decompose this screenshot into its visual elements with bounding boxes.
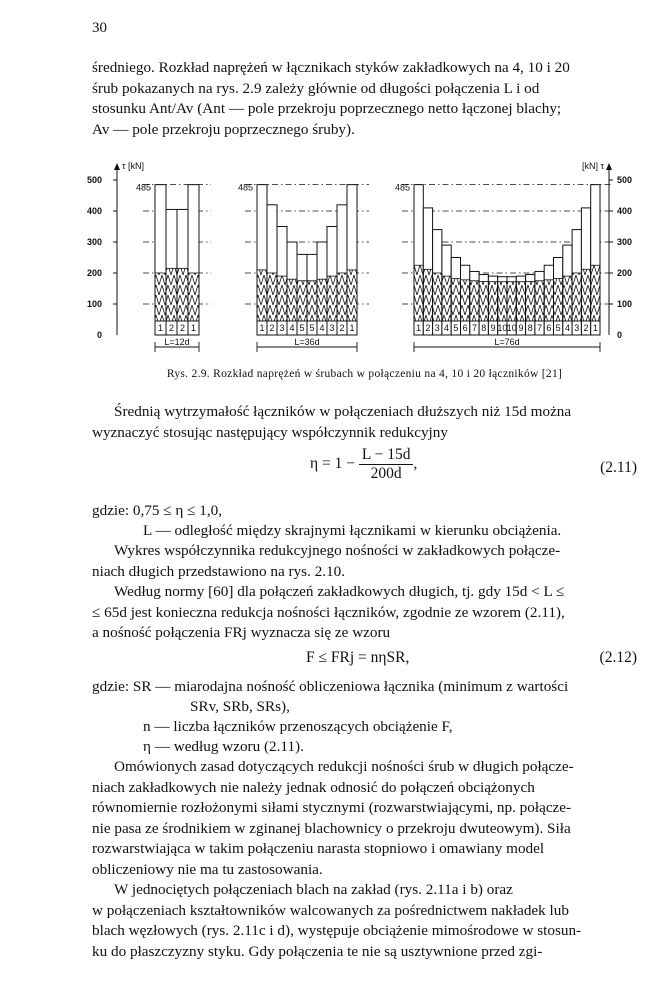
where-line: gdzie: 0,75 ≤ η ≤ 1,0, (92, 502, 223, 519)
right-axis-arrow (606, 163, 612, 170)
bolt-number: 10 (506, 323, 517, 333)
bolt-number: 3 (329, 323, 335, 333)
eq-lhs: η = 1 − (310, 455, 355, 473)
bar-hatch (451, 279, 460, 321)
text-line: w połączeniach kształtowników walcowanych za pośrednictwem nakładek lub (92, 901, 569, 919)
bar-hatch (155, 273, 166, 321)
y-tick-label-left: 0 (96, 330, 102, 340)
bar-hatch (307, 281, 317, 321)
bar-hatch (433, 273, 442, 321)
bolt-number: 5 (555, 323, 561, 333)
page-number: 30 (92, 20, 107, 36)
y-tick-label-right: 300 (617, 237, 633, 247)
bar-hatch (188, 273, 199, 321)
length-label: L=12d (164, 337, 190, 347)
stress-distribution-figure (0, 155, 663, 360)
y-tick-label-right: 200 (617, 268, 633, 278)
bar-hatch (347, 270, 357, 321)
bar-hatch (544, 280, 553, 321)
where-line: η — według wzoru (2.11). (143, 738, 304, 755)
equation-number: (2.12) (599, 649, 637, 666)
where-line: gdzie: SR — miarodajna nośność obliczeniowa łącznika (minimum z wartości (92, 678, 569, 695)
text-line: niach długich przedstawiono na rys. 2.10. (92, 562, 346, 580)
bolt-number: 4 (564, 323, 570, 333)
bar-hatch (277, 276, 287, 321)
bar-hatch (488, 282, 497, 321)
bolt-number: 9 (490, 323, 496, 333)
paragraph-5 (92, 880, 637, 962)
bolt-number: 1 (190, 323, 197, 333)
bolt-number: 1 (157, 323, 164, 333)
figure-caption: Rys. 2.9. Rozkład naprężeń w śrubach w połączeniu na 4, 10 i 20 łączników [21] (166, 368, 563, 380)
text-line: rozwarstwiająca w takim połączeniu narasta stopniowo i omawiany model (92, 840, 545, 858)
bolt-number: 7 (471, 323, 477, 333)
peak-value-label: 485 (394, 182, 410, 193)
bolt-number: 9 (518, 323, 524, 333)
bar-hatch (423, 269, 432, 321)
bar-hatch (516, 282, 525, 321)
where-line: n — liczba łączników przenoszących obciążenie F, (143, 718, 453, 735)
y-tick-label-right: 100 (617, 299, 633, 309)
y-tick-label-left: 100 (86, 299, 102, 309)
text-line: stosunku Ant/Av (Ant — pole przekroju poprzecznego netto łączonej blachy; (92, 100, 562, 118)
text-line: Av — pole przekroju poprzecznego śruby). (92, 120, 355, 138)
bar-hatch (177, 268, 188, 321)
bar-hatch (479, 281, 488, 321)
paragraph-4 (92, 757, 637, 881)
where-line: L — odległość między skrajnymi łącznikami w kierunku obciążenia. (143, 522, 562, 539)
bar-hatch (337, 273, 347, 321)
bar-hatch (442, 276, 451, 321)
text-line: a nośność połączenia FRj wyznacza się ze wzoru (92, 624, 391, 642)
bar-hatch (498, 282, 507, 321)
equation-2-12: F ≤ FRj = nηSR, (306, 649, 410, 666)
y-tick-label-right: 400 (617, 206, 633, 216)
bolt-number: 4 (319, 323, 325, 333)
length-label: L=36d (294, 337, 320, 347)
bar-hatch (166, 268, 177, 321)
bolt-number: 1 (592, 323, 598, 333)
bar-hatch (526, 281, 535, 321)
bar-hatch (414, 265, 423, 321)
text-line: średniego. Rozkład naprężeń w łącznikach styków zakładkowych na 4, 10 i 20 (92, 59, 570, 76)
y-tick-label-left: 300 (86, 237, 102, 247)
bar-hatch (267, 273, 277, 321)
bolt-number: 8 (527, 323, 533, 333)
bar-hatch (257, 270, 267, 321)
bolt-number: 2 (269, 323, 275, 333)
text-line: śrub pokazanych na rys. 2.9 zależy głównie od długości połączenia L i od (92, 79, 540, 97)
paragraph-3 (92, 582, 637, 644)
bar-hatch (287, 279, 297, 321)
bolt-number: 3 (279, 323, 285, 333)
text-line: nie pasa ze środnikiem w zginanej blachownicy o przekroju dwuteowym). Siła (92, 819, 571, 837)
y-tick-label-left: 400 (86, 206, 102, 216)
eq-fraction (359, 446, 414, 483)
intro-paragraph (92, 58, 637, 140)
text-line: ku do płaszczyzny styku. Gdy połączenia te nie są usztywnione przed zgi- (92, 942, 543, 960)
text-line: ≤ 65d jest konieczna redukcja nośności łączników, zgodnie ze wzorem (2.11), (92, 603, 565, 621)
bolt-number: 2 (168, 323, 175, 333)
bolt-number: 3 (574, 323, 580, 333)
bolt-number: 7 (537, 323, 543, 333)
bolt-number: 4 (444, 323, 450, 333)
bolt-number: 5 (299, 323, 305, 333)
bar-hatch (507, 282, 516, 321)
peak-value-label: 485 (135, 182, 151, 193)
bolt-number: 10 (497, 323, 508, 333)
y-tick-label-left: 200 (86, 268, 102, 278)
bolt-number: 6 (546, 323, 552, 333)
eq-denominator: 200d (370, 465, 402, 482)
bolt-number: 5 (453, 323, 459, 333)
text-line: wyznaczyć stosując następujący współczynnik redukcyjny (92, 423, 448, 441)
text-line: obliczeniowy nie ma tu zastosowania. (92, 860, 323, 878)
bolt-number: 2 (583, 323, 589, 333)
eq-numerator: L − 15d (359, 446, 414, 465)
bar-hatch (461, 280, 470, 321)
text-line: Według normy [60] dla połączeń zakładkowych długich, tj. gdy 15d < L ≤ (114, 583, 565, 600)
bar-hatch (327, 276, 337, 321)
bar-hatch (535, 281, 544, 321)
peak-value-label: 485 (237, 182, 253, 193)
bolt-number: 5 (309, 323, 315, 333)
text-line: niach zakładkowych nie należy jednak odnosić do połączeń obciążonych (92, 778, 535, 796)
bar-hatch (581, 269, 590, 321)
text-line: W jednociętych połączeniach blach na zakład (rys. 2.11a i b) oraz (114, 881, 513, 898)
y-tick-label-left: 500 (86, 175, 102, 185)
bolt-number: 1 (349, 323, 355, 333)
where-line: SRv, SRb, SRs), (190, 698, 290, 715)
bolt-number: 1 (259, 323, 265, 333)
bolt-number: 2 (339, 323, 345, 333)
text-line: równomiernie rozłożonymi siłami stycznymi (rozwarstwiającymi, np. połącze- (92, 799, 572, 817)
left-axis-label: τ [kN] (122, 161, 145, 171)
bolt-number: 2 (425, 323, 431, 333)
bar-hatch (297, 281, 307, 321)
bar-hatch (317, 279, 327, 321)
bolt-number: 3 (434, 323, 440, 333)
equation-2-11 (310, 446, 417, 483)
eq-tail: , (413, 455, 418, 473)
bar-hatch (470, 281, 479, 321)
equation-number: (2.11) (600, 459, 637, 476)
length-label: L=76d (494, 337, 520, 347)
bar-hatch (572, 273, 581, 321)
y-tick-label-right: 500 (617, 175, 633, 185)
y-tick-label-right: 0 (617, 330, 623, 340)
bar-hatch (563, 276, 572, 321)
bolt-number: 4 (289, 323, 295, 333)
bolt-number: 8 (481, 323, 487, 333)
text-line: Średnią wytrzymałość łączników w połączeniach dłuższych niż 15d można (114, 403, 572, 420)
text-line: blach węzłowych (rys. 2.11c i d), występuje obciążenie mimośrodowe w stosun- (92, 922, 582, 940)
right-axis-label: [kN] τ (581, 161, 604, 171)
bar-hatch (591, 265, 600, 321)
bar-hatch (554, 279, 563, 321)
text-line: Omówionych zasad dotyczących redukcji nośności śrub w długich połącze- (114, 758, 574, 775)
bolt-number: 1 (416, 323, 422, 333)
bolt-number: 6 (462, 323, 468, 333)
text-line: Wykres współczynnika redukcyjnego nośności w zakładkowych połącze- (114, 542, 561, 559)
paragraph-2 (92, 541, 637, 582)
paragraph-1 (92, 402, 637, 443)
bolt-number: 2 (179, 323, 186, 333)
left-axis-arrow (114, 163, 120, 170)
